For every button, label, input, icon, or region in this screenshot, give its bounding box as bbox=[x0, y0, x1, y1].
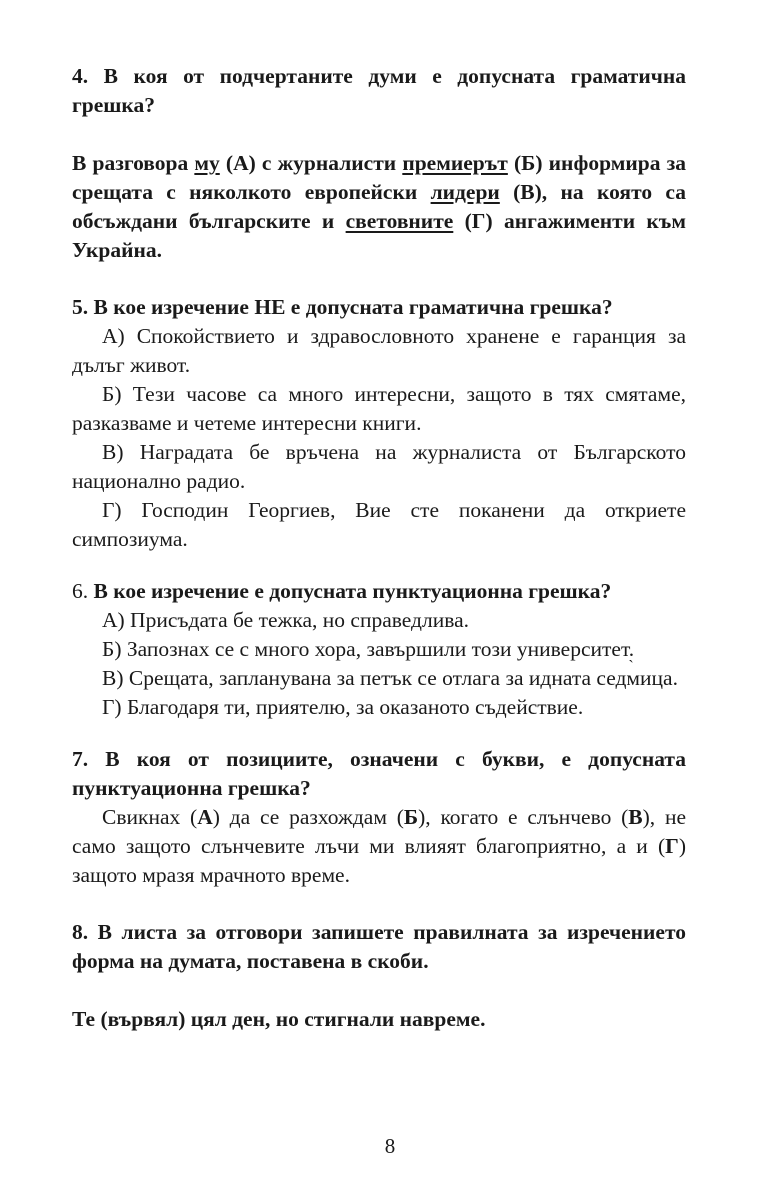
question-4-passage bbox=[72, 149, 686, 265]
underlined-word-b: премиерът bbox=[402, 151, 508, 175]
marker-c: В bbox=[628, 805, 643, 829]
question-5-title: 5. В кое изречение НЕ е допусната граматична грешка? bbox=[72, 295, 613, 319]
question-8 bbox=[72, 918, 686, 1034]
question-6 bbox=[72, 577, 686, 722]
question-8-title: 8. В листа за отговори запишете правилната за изречението форма на думата, поставена в скоби. bbox=[72, 920, 686, 973]
underlined-word-c: лидери bbox=[430, 180, 500, 204]
question-4-title: 4. В коя от подчертаните думи е допусната граматична грешка? bbox=[72, 64, 686, 117]
question-6-number: 6 bbox=[72, 579, 83, 603]
text-part: ), не само защото слънчевите лъчи ми влияят благоприятно, а и ( bbox=[72, 805, 687, 858]
question-7-title: 7. В коя от позициите, означени с букви, е допусната пунктуационна грешка? bbox=[72, 747, 686, 800]
option-a: А) Спокойствието и здравословното хранене е гаранция за дълъг живот. bbox=[72, 324, 686, 377]
option-b: Б) Тези часове са много интересни, защото в тях смятаме, разказваме и четеме интересни книги. bbox=[72, 382, 686, 435]
option-c: В) Наградата бе връчена на журналиста от Българското национално радио. bbox=[72, 440, 686, 493]
passage-text: (Б) информира за срещата с няколкото европейски bbox=[72, 151, 686, 204]
option-c-text-end: дмица. bbox=[615, 666, 678, 690]
question-6-title bbox=[72, 577, 686, 606]
question-4 bbox=[72, 62, 686, 265]
option-b: Б) Запознах се с много хора, завършили този университет. bbox=[102, 637, 635, 661]
marker-b: Б bbox=[403, 805, 419, 829]
passage-text: (В), на която са обсъждани българските и bbox=[72, 180, 686, 233]
page-content bbox=[72, 62, 686, 1034]
option-a: А) Присъдата бе тежка, но справедлива. bbox=[102, 608, 470, 632]
passage-text: (Г) ангажименти към Украйна. bbox=[72, 209, 686, 262]
text-part: Свикнах ( bbox=[102, 805, 198, 829]
text-part: ), когато е слънчево ( bbox=[418, 805, 629, 829]
underlined-word-d: световните bbox=[345, 209, 454, 233]
page-number: 8 bbox=[384, 1134, 396, 1158]
question-6-text: В кое изречение е допусната пунктуационна грешка? bbox=[88, 579, 612, 603]
marker-a: А bbox=[197, 805, 213, 829]
question-8-sentence: Те (вървял) цял ден, но стигнали навреме. bbox=[72, 1007, 486, 1031]
underlined-word-a: му bbox=[194, 151, 220, 175]
passage-text: В разговора bbox=[72, 151, 195, 175]
accented-syllable: ` се bbox=[596, 666, 615, 690]
question-7 bbox=[72, 745, 686, 890]
option-d: Г) Благодаря ти, приятелю, за оказаното съдействие. bbox=[102, 695, 584, 719]
passage-text: (А) с журналисти bbox=[219, 151, 403, 175]
option-d: Г) Господин Георгиев, Вие сте поканени да откриете симпозиума. bbox=[72, 498, 686, 551]
text-part: ) защото мразя мрачното време. bbox=[72, 834, 686, 887]
question-6-dot: . bbox=[82, 579, 89, 603]
option-c-text: В) Срещата, запланувана за петък се отлага за идната bbox=[102, 666, 597, 690]
question-7-text bbox=[72, 803, 686, 890]
option-c bbox=[72, 664, 686, 693]
marker-d: Г bbox=[665, 834, 679, 858]
text-part: ) да се разхождам ( bbox=[212, 805, 404, 829]
question-5 bbox=[72, 293, 686, 554]
